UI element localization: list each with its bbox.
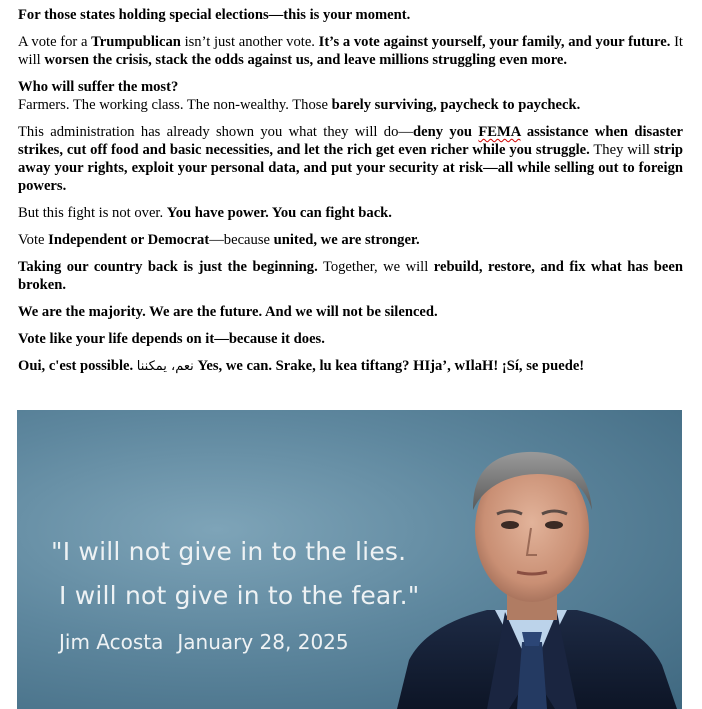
paragraph-administration: This administration has already shown you what they will do—deny you FEMA assistance when disaster strikes, cut off food and basic necessities, and let the rich get even richer while you struggle. They will strip away your rights, exploit your personal data, and put your security at risk—all while selling out to foreign powers. — [18, 124, 684, 194]
paragraph-vote-independent: Vote Independent or Democrat—because united, we are stronger. — [18, 232, 420, 248]
quote-line-1: "I will not give in to the lies. — [51, 537, 407, 566]
paragraph-vote-warning: A vote for a Trumpublican isn’t just another vote. It’s a vote against yourself, your family, and your future. It will worsen the crisis, stack the odds against us, and leave millions struggling even more. — [18, 34, 683, 68]
quote-line-2: I will not give in to the fear." — [59, 581, 420, 610]
paragraph-multilingual: Oui, c'est possible. نعم، يمكننا Yes, we can. Srake, lu kea tiftang? HIja’, wIlaH! ¡Sí, se puede! — [18, 358, 585, 374]
quote-attribution — [59, 630, 349, 654]
quote-banner-image — [17, 410, 682, 709]
paragraph-take-back: Taking our country back is just the beginning. Together, we will rebuild, restore, and fix what has been broken. — [18, 259, 683, 293]
quote-date: January 28, 2025 — [177, 630, 349, 654]
paragraph-vote-life: Vote like your life depends on it—because it does. — [18, 331, 325, 347]
article-body — [18, 6, 683, 385]
quote-text — [51, 530, 419, 618]
quote-author: Jim Acosta — [59, 630, 164, 654]
paragraph-majority: We are the majority. We are the future. And we will not be silenced. — [18, 304, 438, 320]
spellcheck-flagged-word: FEMA — [478, 124, 521, 140]
paragraph-fight: But this fight is not over. You have power. You can fight back. — [18, 205, 392, 221]
paragraph-special-elections: For those states holding special elections—this is your moment. — [18, 7, 411, 23]
paragraph-who-suffers: Who will suffer the most? Farmers. The working class. The non-wealthy. Those barely surviving, paycheck to paycheck. — [18, 79, 581, 113]
